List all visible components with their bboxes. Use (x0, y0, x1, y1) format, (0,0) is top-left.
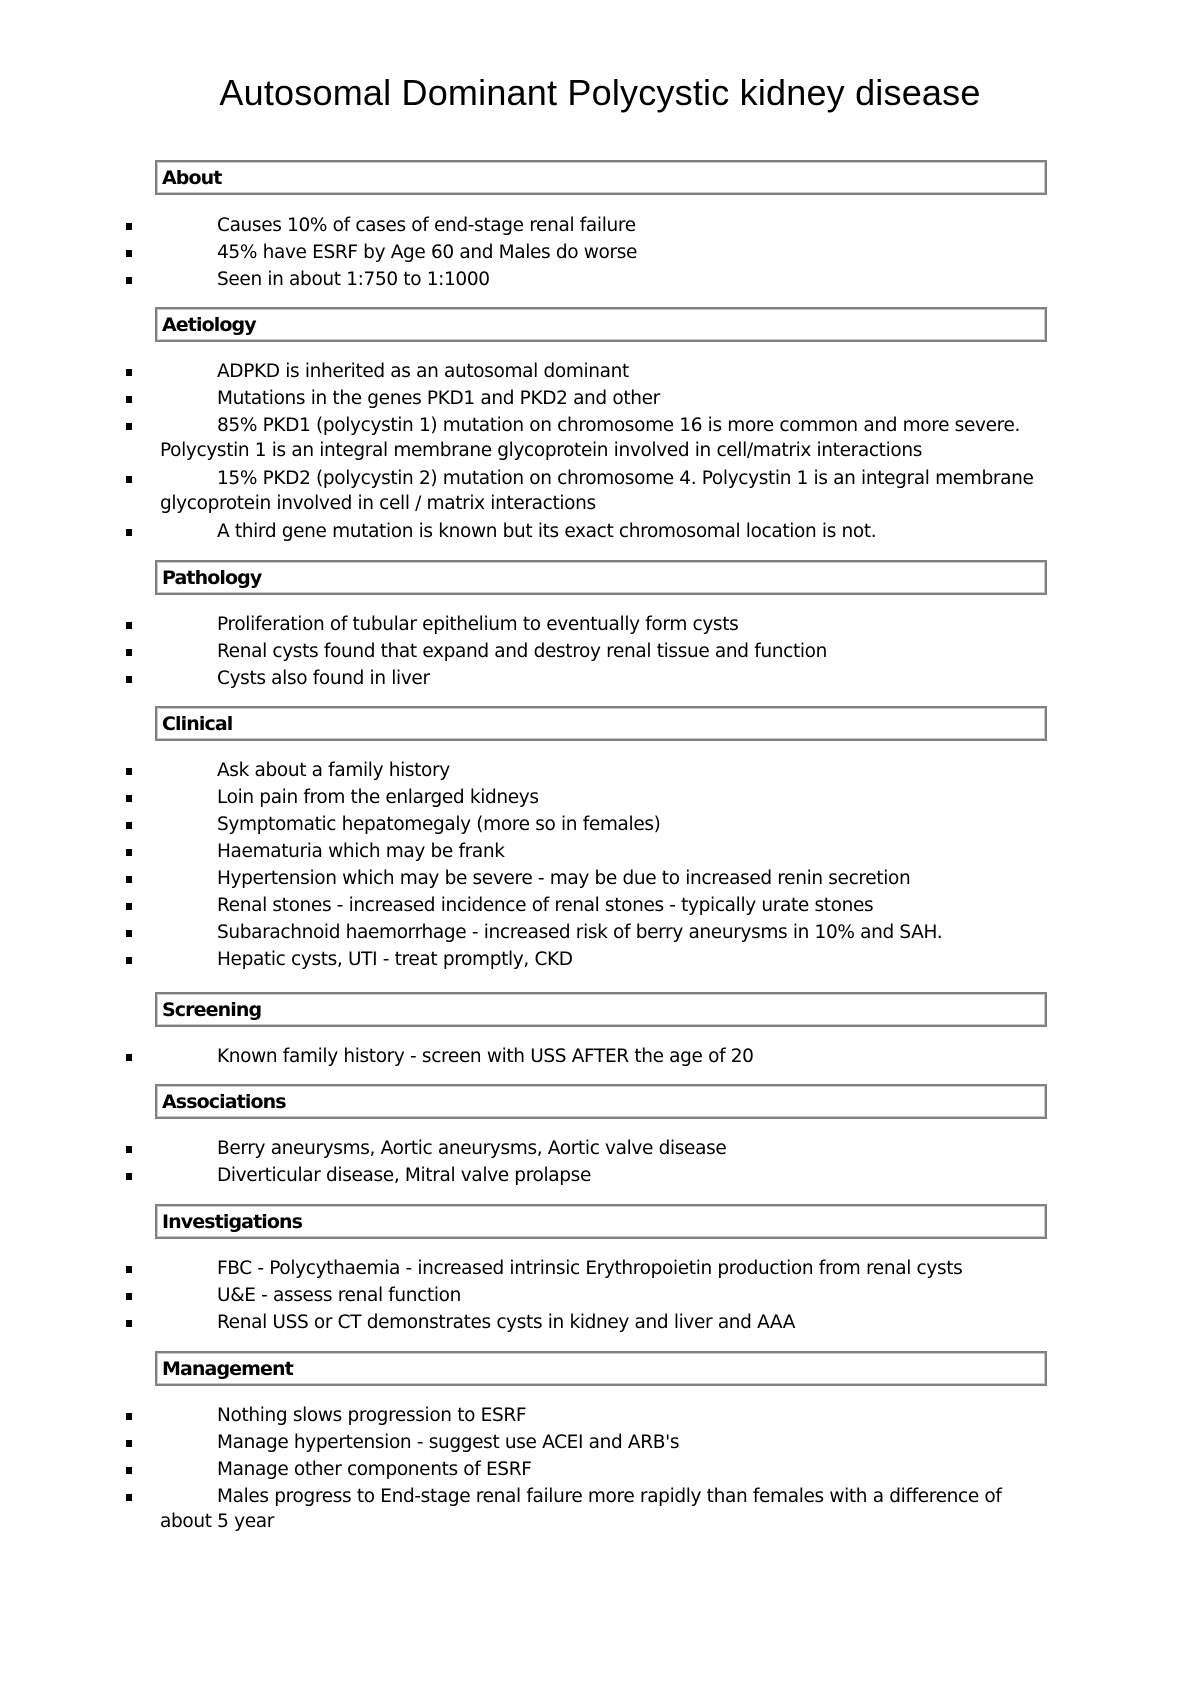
section-list-clinical (0, 758, 1200, 974)
list-item: 85% PKD1 (polycystin 1) mutation on chromosome 16 is more common and more severe. Polycystin 1 is an integral membrane glycoprotein involved in cell/matrix interactions (0, 413, 1200, 463)
section-list-aetiology (0, 359, 1200, 546)
list-item: Berry aneurysms, Aortic aneurysms, Aortic valve disease (0, 1136, 1200, 1161)
bullet-icon (126, 529, 132, 536)
bullet-icon (126, 423, 132, 430)
bullet-icon (126, 768, 132, 775)
section-header-aetiology (155, 307, 1047, 342)
list-item: Subarachnoid haemorrhage - increased risk of berry aneurysms in 10% and SAH. (0, 920, 1200, 945)
bullet-icon (126, 1467, 132, 1474)
section-header-associations (155, 1084, 1047, 1119)
bullet-icon (126, 250, 132, 257)
list-item: Cysts also found in liver (0, 666, 1200, 691)
list-item: Symptomatic hepatomegaly (more so in females) (0, 812, 1200, 837)
section-heading: Management (162, 1358, 293, 1380)
bullet-icon (126, 1054, 132, 1061)
bullet-icon (126, 1173, 132, 1180)
section-header-about (155, 160, 1047, 195)
list-item: 45% have ESRF by Age 60 and Males do worse (0, 240, 1200, 265)
section-heading: Associations (162, 1091, 286, 1113)
list-item: Males progress to End-stage renal failure more rapidly than females with a difference of about 5 year (0, 1484, 1200, 1534)
bullet-icon (126, 903, 132, 910)
section-header-investigations (155, 1204, 1047, 1239)
list-item: Loin pain from the enlarged kidneys (0, 785, 1200, 810)
list-item: Mutations in the genes PKD1 and PKD2 and other (0, 386, 1200, 411)
list-item: A third gene mutation is known but its exact chromosomal location is not. (0, 519, 1200, 544)
section-list-about (0, 213, 1200, 294)
bullet-icon (126, 1266, 132, 1273)
list-item: Hepatic cysts, UTI - treat promptly, CKD (0, 947, 1200, 972)
list-item: Renal stones - increased incidence of renal stones - typically urate stones (0, 893, 1200, 918)
list-item: Renal cysts found that expand and destroy renal tissue and function (0, 639, 1200, 664)
list-item: Nothing slows progression to ESRF (0, 1403, 1200, 1428)
section-list-investigations (0, 1256, 1200, 1337)
list-item: Manage hypertension - suggest use ACEI and ARB's (0, 1430, 1200, 1455)
section-header-management (155, 1351, 1047, 1386)
list-item: Proliferation of tubular epithelium to eventually form cysts (0, 612, 1200, 637)
bullet-icon (126, 476, 132, 483)
bullet-icon (126, 1146, 132, 1153)
bullet-icon (126, 622, 132, 629)
list-item: FBC - Polycythaemia - increased intrinsic Erythropoietin production from renal cysts (0, 1256, 1200, 1281)
section-list-pathology (0, 612, 1200, 693)
bullet-icon (126, 223, 132, 230)
list-item: 15% PKD2 (polycystin 2) mutation on chromosome 4. Polycystin 1 is an integral membrane glycoprotein involved in cell / matrix interactions (0, 466, 1200, 516)
list-item: Renal USS or CT demonstrates cysts in kidney and liver and AAA (0, 1310, 1200, 1335)
list-item: Known family history - screen with USS AFTER the age of 20 (0, 1044, 1200, 1069)
section-header-clinical (155, 706, 1047, 741)
bullet-icon (126, 1440, 132, 1447)
section-heading: Screening (162, 999, 262, 1021)
list-item: Causes 10% of cases of end-stage renal failure (0, 213, 1200, 238)
bullet-icon (126, 822, 132, 829)
section-list-management (0, 1403, 1200, 1537)
bullet-icon (126, 849, 132, 856)
bullet-icon (126, 1320, 132, 1327)
section-heading: Investigations (162, 1211, 303, 1233)
section-heading: Aetiology (162, 314, 256, 336)
list-item: Diverticular disease, Mitral valve prolapse (0, 1163, 1200, 1188)
bullet-icon (126, 930, 132, 937)
list-item: Haematuria which may be frank (0, 839, 1200, 864)
section-header-screening (155, 992, 1047, 1027)
section-heading: About (162, 167, 222, 189)
list-item: Ask about a family history (0, 758, 1200, 783)
section-heading: Clinical (162, 713, 233, 735)
bullet-icon (126, 1293, 132, 1300)
list-item: U&E - assess renal function (0, 1283, 1200, 1308)
section-list-associations (0, 1136, 1200, 1190)
bullet-icon (126, 1413, 132, 1420)
list-item: Hypertension which may be severe - may be due to increased renin secretion (0, 866, 1200, 891)
bullet-icon (126, 396, 132, 403)
bullet-icon (126, 277, 132, 284)
bullet-icon (126, 957, 132, 964)
bullet-icon (126, 1494, 132, 1501)
list-item: Seen in about 1:750 to 1:1000 (0, 267, 1200, 292)
bullet-icon (126, 876, 132, 883)
bullet-icon (126, 649, 132, 656)
bullet-icon (126, 676, 132, 683)
document-title: Autosomal Dominant Polycystic kidney disease (219, 72, 981, 113)
bullet-icon (126, 369, 132, 376)
section-header-pathology (155, 560, 1047, 595)
bullet-icon (126, 795, 132, 802)
list-item: ADPKD is inherited as an autosomal dominant (0, 359, 1200, 384)
section-list-screening (0, 1044, 1200, 1071)
section-heading: Pathology (162, 567, 262, 589)
list-item: Manage other components of ESRF (0, 1457, 1200, 1482)
